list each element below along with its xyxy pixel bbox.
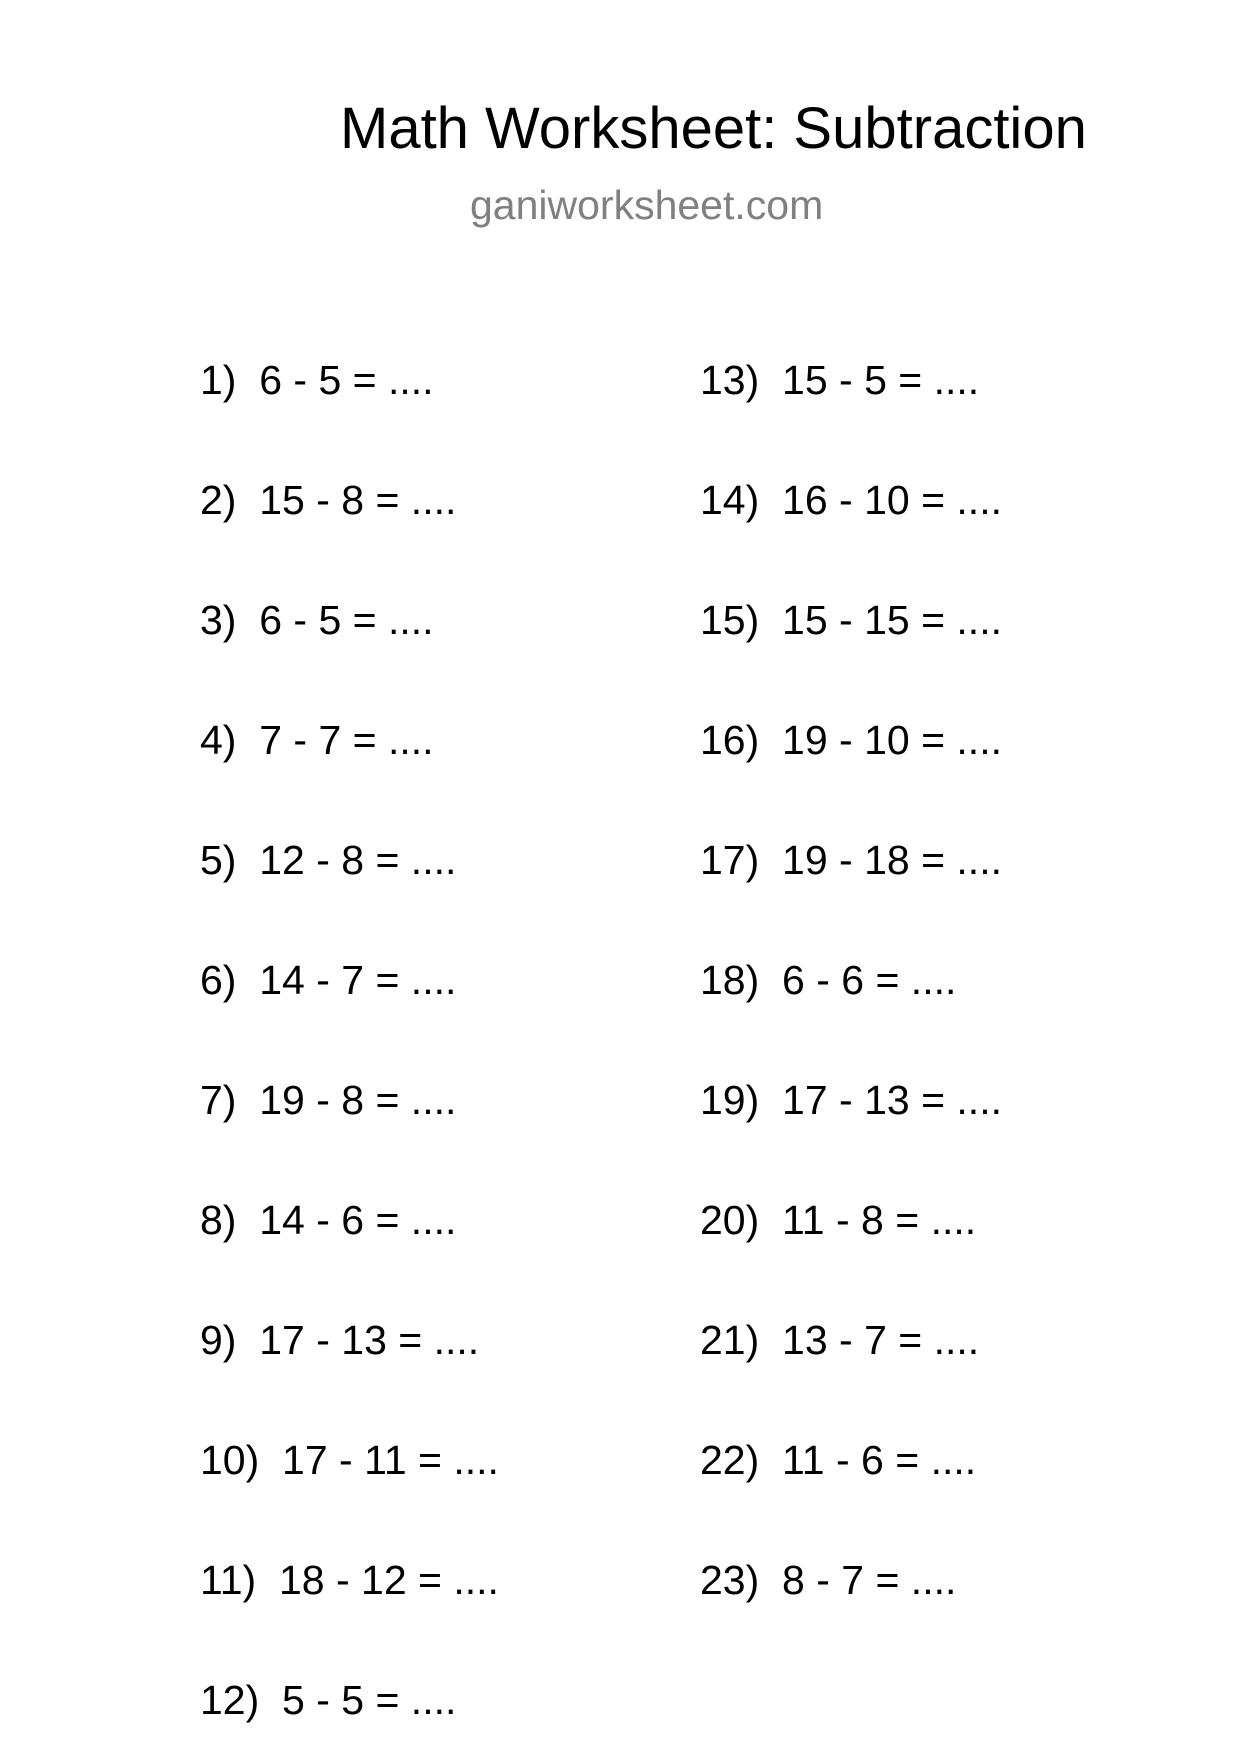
problem-item: 7) 19 - 8 = ....	[200, 1077, 457, 1123]
problem-item: 8) 14 - 6 = ....	[200, 1197, 457, 1243]
problem-item: 5) 12 - 8 = ....	[200, 837, 457, 883]
problem-item: 15) 15 - 15 = ....	[700, 597, 1002, 643]
problem-item: 13) 15 - 5 = ....	[700, 357, 980, 403]
problem-item: 10) 17 - 11 = ....	[200, 1437, 499, 1483]
problem-item: 14) 16 - 10 = ....	[700, 477, 1002, 523]
problem-item: 22) 11 - 6 = ....	[700, 1437, 977, 1483]
problem-item: 12) 5 - 5 = ....	[200, 1677, 457, 1723]
problem-item: 2) 15 - 8 = ....	[200, 477, 457, 523]
problem-item: 6) 14 - 7 = ....	[200, 957, 457, 1003]
problem-item: 17) 19 - 18 = ....	[700, 837, 1002, 883]
problem-item: 21) 13 - 7 = ....	[700, 1317, 980, 1363]
worksheet-source: ganiworksheet.com	[470, 182, 824, 228]
problem-item: 11) 18 - 12 = ....	[200, 1557, 499, 1603]
problem-item: 16) 19 - 10 = ....	[700, 717, 1002, 763]
problem-item: 9) 17 - 13 = ....	[200, 1317, 480, 1363]
problem-item: 19) 17 - 13 = ....	[700, 1077, 1002, 1123]
problem-item: 1) 6 - 5 = ....	[200, 357, 434, 403]
worksheet-title: Math Worksheet: Subtraction	[340, 96, 1087, 161]
problem-item: 20) 11 - 8 = ....	[700, 1197, 977, 1243]
problem-item: 18) 6 - 6 = ....	[700, 957, 957, 1003]
problem-item: 3) 6 - 5 = ....	[200, 597, 434, 643]
problem-item: 4) 7 - 7 = ....	[200, 717, 434, 763]
problem-item: 23) 8 - 7 = ....	[700, 1557, 957, 1603]
